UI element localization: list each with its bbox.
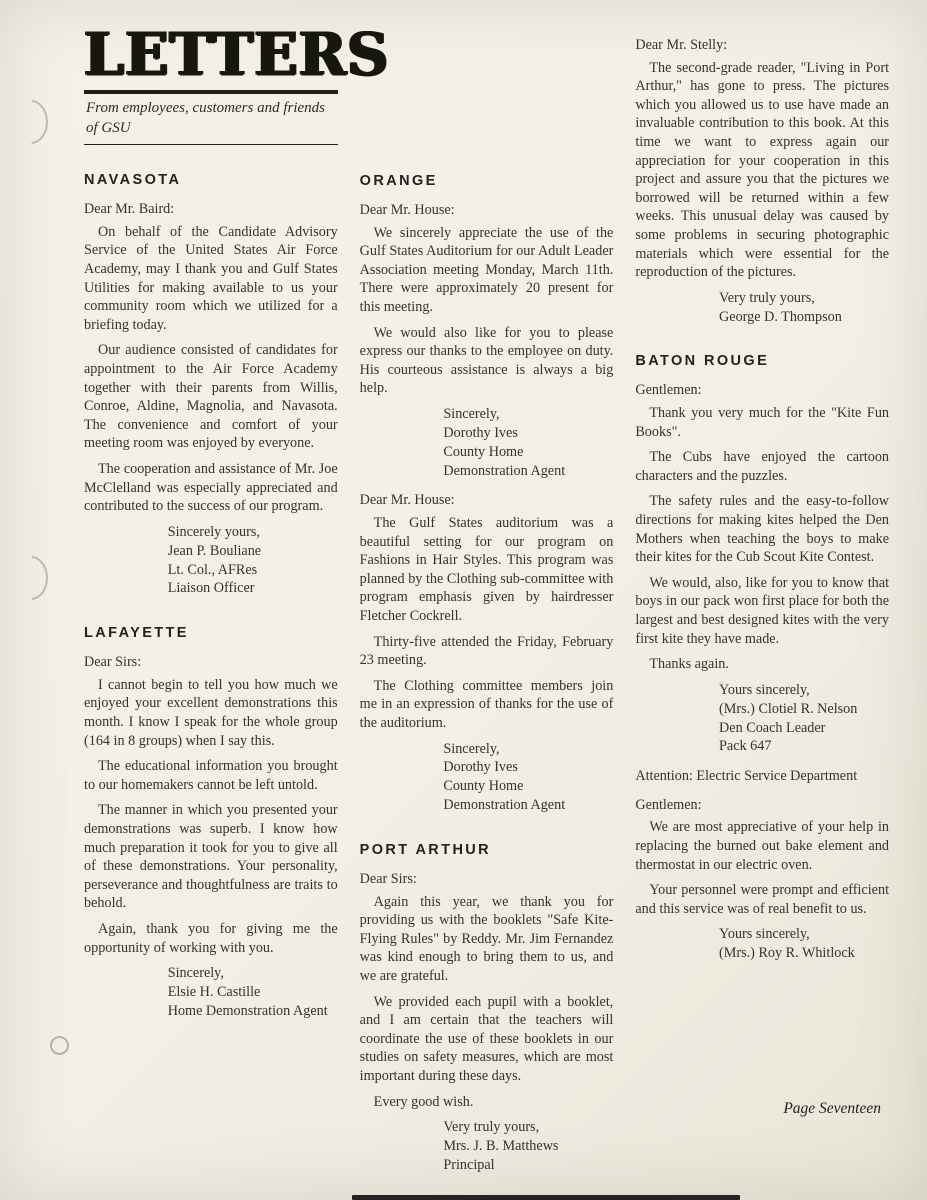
letter-paragraph: The manner in which you presented your demonstrations was superb. I know how much preparation it took for you to give all of these demonstrations. Your personality, perseverance and thoughtfulness are traits to behold.	[84, 802, 338, 912]
signature-line: Pack 647	[719, 738, 772, 755]
letter-paragraph: We would, also, like for you to know that boys in our pack won first place for both the largest and best designed kites with the very first kite they have made.	[635, 574, 890, 647]
signature-line: Elsie H. Castille	[167, 984, 261, 1001]
masthead-title: LETTERS	[84, 19, 390, 89]
paper-artifact-arc	[14, 556, 48, 600]
salutation: Dear Sirs:	[359, 871, 417, 888]
letter-paragraph: Your personnel were prompt and efficient and this service was of real benefit to us.	[635, 882, 890, 917]
salutation: Attention: Electric Service Department	[635, 768, 858, 785]
salutation: Gentlemen:	[635, 796, 702, 813]
signature-line: Demonstration Agent	[443, 462, 566, 479]
city-heading: NAVASOTA	[84, 172, 182, 189]
signature-line: County Home	[443, 443, 524, 460]
salutation: Gentlemen:	[635, 382, 702, 399]
letter-paragraph: The Gulf States auditorium was a beautiful setting for our program on Fashions in Hair Styles. This program was planned by the Clothing sub-committee with program emphasis given by hairdresser Fletcher Cockrell.	[359, 515, 614, 624]
signature-line: (Mrs.) Clotiel R. Nelson	[719, 700, 858, 717]
letter-paragraph: The Clothing committee members join me in an expression of thanks for the use of the auditorium.	[359, 677, 614, 731]
salutation: Dear Mr. Stelly:	[635, 37, 728, 53]
city-heading: PORT ARTHUR	[359, 842, 492, 859]
signature-block	[168, 523, 338, 599]
punch-hole-mark	[50, 1036, 69, 1055]
signature-line: Mrs. J. B. Matthews	[443, 1138, 559, 1155]
salutation: Dear Mr. House:	[359, 492, 455, 509]
signature-line: (Mrs.) Roy R. Whitlock	[719, 945, 855, 962]
letter-paragraph: We sincerely appreciate the use of the Gulf States Auditorium for our Adult Leader Association meeting Monday, March 11th. There were approximately 20 present for this meeting.	[359, 224, 614, 315]
signature-line: Very truly yours,	[719, 289, 815, 306]
letter-paragraph: I cannot begin to tell you how much we enjoyed your excellent demonstrations this month. I know I speak for the whole group (164 in 8 groups) when I say this.	[84, 676, 338, 749]
signature-line: Sincerely,	[443, 740, 500, 757]
column-2	[360, 26, 614, 1186]
signature-line: Den Coach Leader	[719, 719, 826, 736]
signature-line: Sincerely,	[443, 405, 500, 422]
signature-line: Demonstration Agent	[443, 797, 566, 814]
city-heading: ORANGE	[359, 173, 438, 189]
letter-paragraph: We are most appreciative of your help in replacing the burned out bake element and thermostat in our electric oven.	[635, 819, 890, 873]
letter-paragraph: The safety rules and the easy-to-follow directions for making kites helped the Den Mothers when teaching the boys to make their kites for the Cub Scout Kite Contest.	[635, 493, 890, 566]
letter-paragraph: Again this year, we thank you for providing us with the booklets "Safe Kite-Flying Rules" by Reddy. Mr. Jim Fernandez was kind enough to bring them to us, and we are grateful.	[359, 893, 614, 984]
scan-edge-artifact	[352, 1195, 740, 1200]
letter-paragraph: On behalf of the Candidate Advisory Service of the United States Air Force Academy, may I thank you and Gulf States Utilities for making available to us your community room which we utilized for a briefing today.	[84, 223, 338, 333]
page-number: Page Seventeen	[783, 1100, 881, 1117]
signature-block	[719, 925, 889, 963]
masthead	[84, 19, 390, 145]
paper-artifact-arc	[14, 100, 48, 144]
letter-paragraph: Every good wish.	[373, 1093, 474, 1110]
column-3	[635, 26, 889, 974]
signature-line: County Home	[443, 778, 524, 795]
salutation: Dear Sirs:	[84, 654, 142, 671]
signature-block	[443, 405, 613, 481]
letter-paragraph: The educational information you brought to our homemakers cannot be left untold.	[84, 758, 338, 793]
letter-paragraph: The Cubs have enjoyed the cartoon characters and the puzzles.	[635, 449, 890, 484]
letter-paragraph: Again, thank you for giving me the opportunity of working with you.	[84, 920, 338, 956]
signature-line: George D. Thompson	[719, 308, 842, 325]
city-heading: LAFAYETTE	[84, 625, 189, 642]
column-1	[84, 19, 390, 1032]
signature-block	[719, 681, 889, 757]
signature-line: Lt. Col., AFRes	[167, 561, 258, 578]
signature-line: Yours sincerely,	[719, 681, 810, 698]
columns-wrapper	[84, 19, 890, 1186]
city-heading: BATON ROUGE	[635, 353, 770, 370]
masthead-rule-thin	[84, 144, 338, 145]
letter-paragraph: Our audience consisted of candidates for appointment to the Air Force Academy together with their parents from Willis, Conroe, Aldine, Magnolia, and Navasota. The convenience and comfort of your meeting room was enjoyed by everyone.	[84, 342, 338, 452]
salutation: Dear Mr. House:	[359, 201, 455, 218]
signature-line: Jean P. Bouliane	[167, 542, 262, 559]
letter-paragraph: Thank you very much for the "Kite Fun Books".	[635, 405, 890, 440]
signature-line: Liaison Officer	[167, 580, 255, 597]
signature-block	[443, 740, 613, 816]
signature-line: Home Demonstration Agent	[167, 1002, 328, 1019]
signature-line: Principal	[443, 1156, 495, 1173]
letter-paragraph: Thirty-five attended the Friday, February 23 meeting.	[359, 633, 614, 669]
signature-block	[443, 1118, 613, 1175]
letter-paragraph: Thanks again.	[649, 656, 729, 673]
masthead-subtitle: From employees, customers and friends of GSU	[86, 100, 325, 136]
signature-line: Sincerely yours,	[167, 523, 260, 540]
letter-paragraph: The second-grade reader, "Living in Port Arthur," has gone to press. The pictures which you allowed us to use have made an invaluable contribution to this book. At this time we want to express again our appreciation for your cooperation in this project and assure you that the pictures we borrowed will be returned within a few weeks. This unusual delay was caused by some problems in securing photographic materials which were essential for the reproduction of the pictures.	[635, 59, 890, 281]
signature-line: Sincerely,	[167, 965, 224, 982]
letter-paragraph: The cooperation and assistance of Mr. Joe McClelland was especially appreciated and contributed to the success of our program.	[84, 460, 338, 515]
signature-line: Yours sincerely,	[719, 926, 810, 943]
letter-paragraph: We would also like for you to please express our thanks to the employee on duty. His courteous assistance is always a big help.	[359, 324, 614, 397]
signature-line: Dorothy Ives	[443, 424, 518, 441]
signature-block	[719, 289, 889, 327]
signature-block	[168, 964, 338, 1021]
signature-line: Dorothy Ives	[443, 759, 518, 776]
signature-line: Very truly yours,	[443, 1119, 540, 1136]
salutation: Dear Mr. Baird:	[84, 201, 175, 218]
letter-paragraph: We provided each pupil with a booklet, and I am certain that the teachers will coordinate the use of these booklets in our studies on safety measures, which are most important during these days.	[359, 993, 614, 1084]
